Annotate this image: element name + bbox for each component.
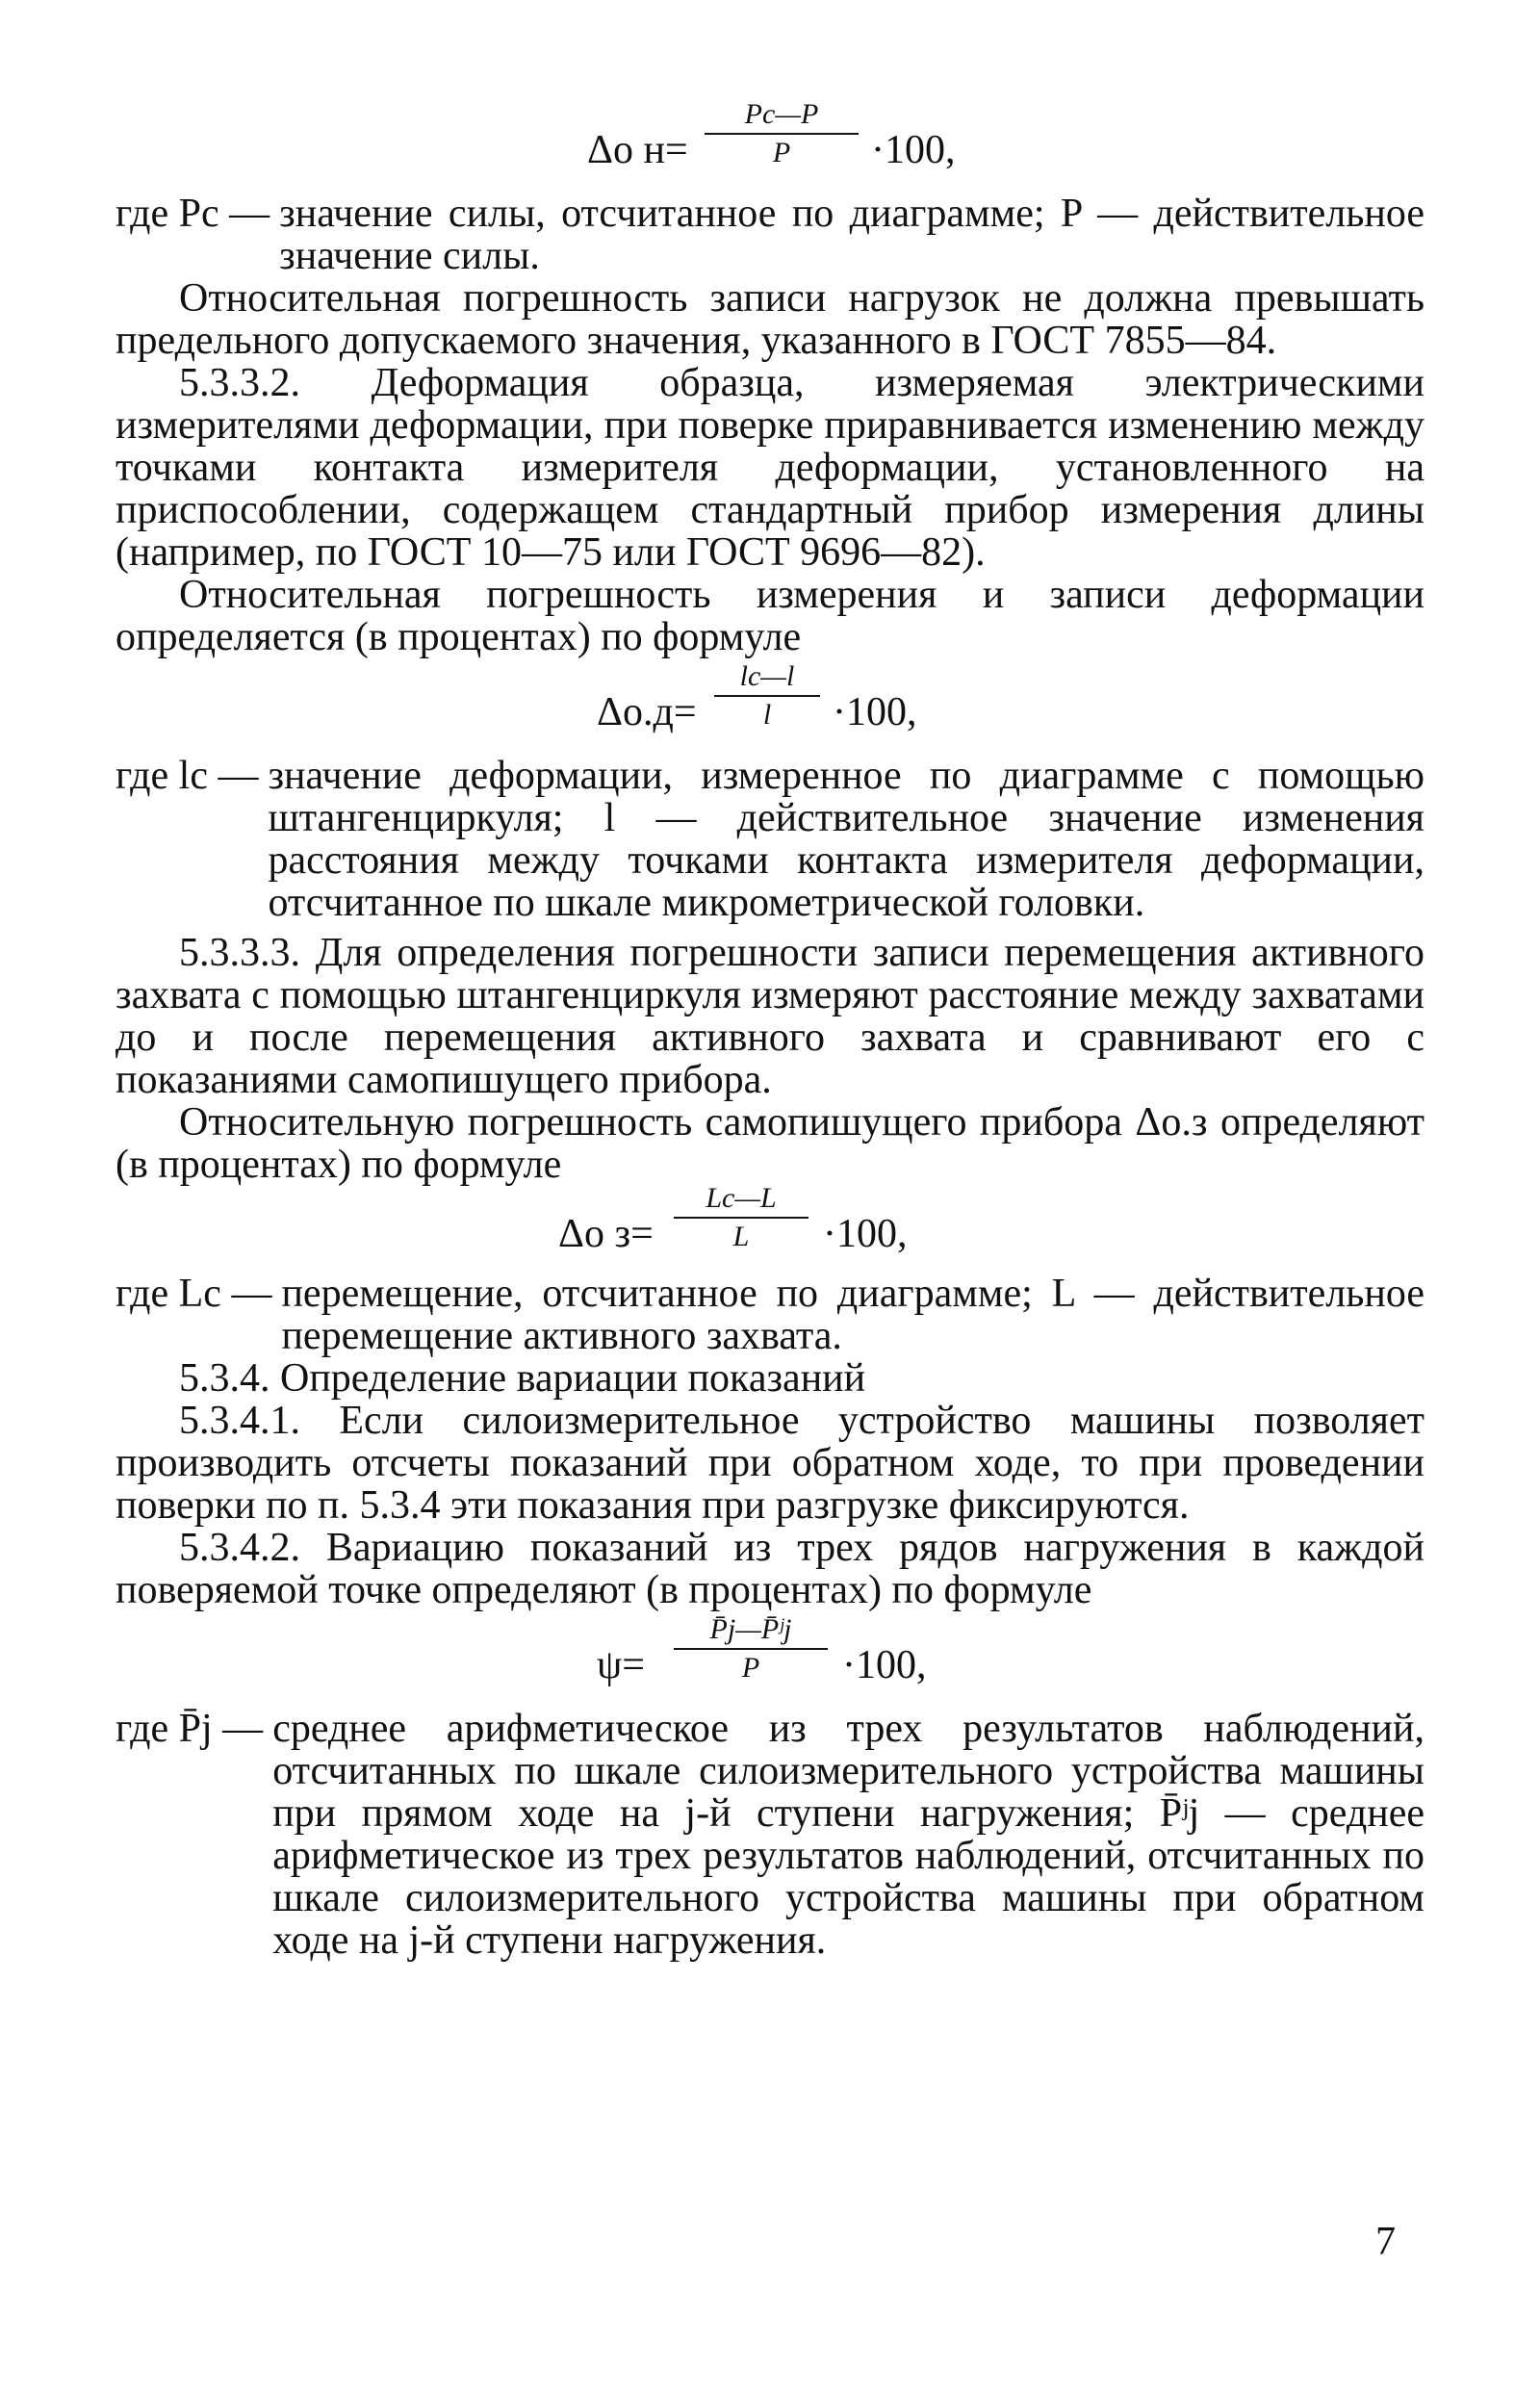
formula-rhs: ·100, bbox=[833, 690, 917, 734]
formula-rhs: ·100, bbox=[871, 128, 956, 172]
formula-rhs: ·100, bbox=[842, 1643, 927, 1687]
paragraph: Относительная погрешность записи нагрузок не должна превышать предельного допускаемого значения, указанного в ГОСТ 7855—84. bbox=[116, 276, 1424, 363]
fraction-bar bbox=[705, 133, 859, 135]
formula-variation bbox=[116, 1611, 1424, 1708]
formula-fraction bbox=[674, 1182, 808, 1253]
formula-lhs: Δо н= bbox=[587, 128, 688, 172]
formula-lhs: ψ= bbox=[597, 1643, 645, 1687]
formula-deformation-error bbox=[116, 658, 1424, 755]
where-clause-3 bbox=[116, 1273, 1424, 1357]
formula-fraction bbox=[714, 660, 820, 732]
formula-denominator: P bbox=[741, 1652, 760, 1684]
where-body: значение деформации, измеренное по диаграмме с помощью штангенциркуля; l — действительное значение изменения расстояния между точками контакта измерителя деформации, отсчитанное по шкале микрометрической головки. bbox=[268, 754, 1424, 925]
paragraph-5-3-3-2: 5.3.3.2. Деформация образца, измеряемая электрическими измерителями деформации, при поверке приравнивается изменению между точками контакта измерителя деформации, установленного на приспособлении, содержащем стандартный прибор измерения длины (например, по ГОСТ 10—75 или ГОСТ 9696—82). bbox=[116, 361, 1424, 575]
paragraph-5-3-4-2: 5.3.4.2. Вариацию показаний из трех рядов нагружения в каждой поверяемой точке определяют (в процентах) по формуле bbox=[116, 1526, 1424, 1612]
heading-5-3-4: 5.3.4. Определение вариации показаний bbox=[179, 1356, 866, 1401]
fraction-bar bbox=[714, 695, 820, 697]
formula-rhs: ·100, bbox=[823, 1212, 908, 1256]
fraction-bar bbox=[674, 1217, 808, 1219]
paragraph: Относительная погрешность измерения и записи деформации определяется (в процентах) по формуле bbox=[116, 573, 1424, 659]
formula-numerator: lс—l bbox=[739, 660, 795, 692]
paragraph-5-3-3-3: 5.3.3.3. Для определения погрешности записи перемещения активного захвата с помощью штангенциркуля измеряют расстояние между захватами до и после перемещения активного захвата и сравнивают его с показаниями самопишущего прибора. bbox=[116, 931, 1424, 1102]
document-page bbox=[116, 96, 1424, 1962]
formula-denominator: L bbox=[732, 1221, 750, 1252]
formula-numerator: Pс—P bbox=[744, 98, 819, 130]
where-body: значение силы, отсчитанное по диаграмме; P — действительное значение силы. bbox=[279, 192, 1424, 278]
formula-force-error bbox=[116, 96, 1424, 193]
where-body: среднее арифметическое из трех результатов наблюдений, отсчитанных по шкале силоизмерительного устройства машины при прямом ходе на j-й ступени нагружения; P̄ʲj — среднее арифметическое из трех результатов наблюдений, отсчитанных по шкале силоизмерительного устройства машины при обратном ходе на j-й ступени нагружения. bbox=[272, 1707, 1424, 1963]
where-lead: где Pс — bbox=[116, 192, 270, 236]
page-number: 7 bbox=[1375, 2220, 1396, 2264]
where-clause-1 bbox=[116, 193, 1424, 277]
formula-grip-error bbox=[116, 1182, 1424, 1273]
where-clause-4 bbox=[116, 1708, 1424, 1962]
formula-lhs: Δо.д= bbox=[597, 690, 697, 734]
paragraph-5-3-4-1: 5.3.4.1. Если силоизмерительное устройство машины позволяет производить отсчеты показаний при обратном ходе, то при проведении поверки по п. 5.3.4 эти показания при разгрузке фиксируются. bbox=[116, 1399, 1424, 1528]
where-lead: где lс — bbox=[116, 754, 259, 798]
formula-numerator: Lс—L bbox=[706, 1182, 777, 1214]
paragraph: Относительную погрешность самопишущего прибора Δо.з определяют (в процентах) по формуле bbox=[116, 1100, 1424, 1187]
formula-fraction bbox=[705, 98, 859, 169]
fraction-bar bbox=[674, 1648, 828, 1650]
where-lead: где P̄j — bbox=[116, 1707, 264, 1751]
formula-denominator: l bbox=[762, 699, 772, 731]
formula-lhs: Δо з= bbox=[558, 1212, 654, 1256]
where-body: перемещение, отсчитанное по диаграмме; L — действительное перемещение активного захвата. bbox=[281, 1272, 1424, 1358]
where-lead: где Lс — bbox=[116, 1272, 272, 1316]
formula-denominator: P bbox=[772, 137, 791, 168]
where-clause-2 bbox=[116, 755, 1424, 924]
formula-fraction bbox=[674, 1613, 828, 1685]
formula-numerator: P̄j—P̄ʲj bbox=[709, 1613, 792, 1645]
